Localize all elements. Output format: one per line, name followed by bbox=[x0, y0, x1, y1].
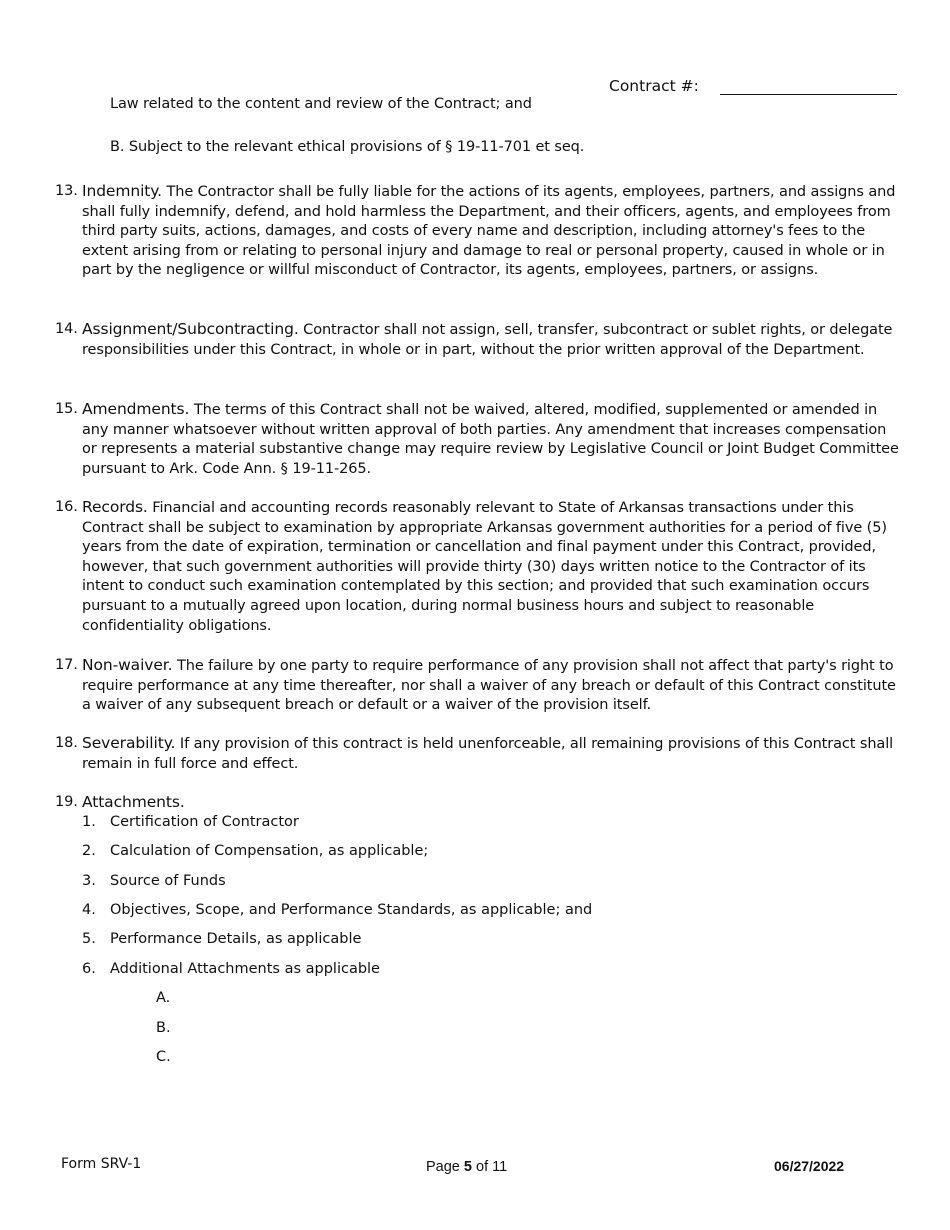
footer-date: 06/27/2022 bbox=[774, 1158, 845, 1174]
page-prefix: Page bbox=[426, 1159, 464, 1175]
additional-attachment-a: A. bbox=[156, 990, 171, 1006]
section-title: Records. bbox=[82, 498, 148, 516]
section-paragraph bbox=[82, 182, 905, 281]
section-paragraph bbox=[82, 400, 905, 479]
section-text: The terms of this Contract shall not be waived, altered, modified, supplemented or amended in any manner whatsoever without written approval of both parties. Any amendment that increases compensation or represents a material substantive change may require review by Legislative Council or Joint Budget Committee pursuant to Ark. Code Ann. § 19-11-265. bbox=[82, 402, 899, 477]
list-item-number: 6. bbox=[82, 961, 96, 977]
list-item bbox=[82, 842, 428, 862]
list-item bbox=[82, 960, 380, 980]
list-item bbox=[82, 872, 226, 892]
section-text: Financial and accounting records reasonably relevant to State of Arkansas transactions under this Contract shall be subject to examination by appropriate Arkansas government authorities for a period of five (5) years from the date of expiration, termination or cancellation and final payment under this Contract, provided, however, that such government authorities will provide thirty (30) days written notice to the Contractor of its intent to conduct such examination contemplated by this section; and provided that such examination occurs pursuant to a mutually agreed upon location, during normal business hours and subject to reasonable confidentiality obligations. bbox=[82, 500, 887, 634]
section-paragraph bbox=[82, 320, 905, 360]
list-item-label: Additional Attachments as applicable bbox=[110, 961, 380, 977]
list-item-number: 4. bbox=[82, 902, 96, 918]
additional-attachment-b: B. bbox=[156, 1020, 171, 1036]
section-paragraph bbox=[82, 498, 905, 636]
section-number: 16. bbox=[55, 499, 78, 515]
section-attachments bbox=[55, 793, 905, 814]
list-item-label: Objectives, Scope, and Performance Standards, as applicable; and bbox=[110, 902, 593, 918]
section-text: Contractor shall not assign, sell, transfer, subcontract or sublet rights, or delegate responsibilities under this Contract, in whole or in part, without the prior written approval of the Department. bbox=[82, 322, 893, 358]
section-text: The Contractor shall be fully liable for the actions of its agents, employees, partners, and assigns and shall fully indemnify, defend, and hold harmless the Department, and their officers, agents, and employees from third party suits, actions, damages, and costs of every name and description, including attorney's fees to the extent arising from or relating to personal injury and damage to real or personal property, caused in whole or in part by the negligence or willful misconduct of Contractor, its agents, employees, partners, or assigns. bbox=[82, 184, 896, 279]
list-item-number: 3. bbox=[82, 873, 96, 889]
section-title: Non-waiver. bbox=[82, 656, 173, 674]
footer-page-number bbox=[426, 1159, 507, 1175]
page-suffix: of 11 bbox=[471, 1159, 508, 1175]
section-number: 15. bbox=[55, 401, 78, 417]
list-item bbox=[82, 813, 299, 833]
section-number: 14. bbox=[55, 321, 78, 337]
list-item bbox=[82, 930, 361, 950]
section-indemnity bbox=[55, 182, 905, 281]
section-number: 19. bbox=[55, 794, 78, 810]
section-title: Indemnity. bbox=[82, 182, 162, 200]
section-assignment bbox=[55, 320, 905, 360]
contract-number-blank-line bbox=[720, 94, 897, 95]
list-item-label: Performance Details, as applicable bbox=[110, 931, 362, 947]
list-item-number: 5. bbox=[82, 931, 96, 947]
additional-attachment-c: C. bbox=[156, 1049, 171, 1065]
section-number: 13. bbox=[55, 183, 78, 199]
contract-number-header bbox=[609, 77, 909, 99]
section-title: Attachments. bbox=[82, 793, 185, 811]
list-item-label: Certification of Contractor bbox=[110, 814, 299, 830]
section-title: Amendments. bbox=[82, 400, 190, 418]
list-item-label: Calculation of Compensation, as applicable; bbox=[110, 843, 429, 859]
section-text: If any provision of this contract is held unenforceable, all remaining provisions of this Contract shall remain in full force and effect. bbox=[82, 736, 894, 772]
list-item-number: 1. bbox=[82, 814, 96, 830]
section-records bbox=[55, 498, 905, 636]
list-item-label: Source of Funds bbox=[110, 873, 226, 889]
list-item bbox=[82, 901, 592, 921]
section-paragraph bbox=[82, 656, 905, 716]
section-non-waiver bbox=[55, 656, 905, 716]
section-paragraph bbox=[82, 793, 905, 814]
section-paragraph bbox=[82, 734, 905, 774]
section-amendments bbox=[55, 400, 905, 479]
section-number: 18. bbox=[55, 735, 78, 751]
list-item-number: 2. bbox=[82, 843, 96, 859]
contract-number-label: Contract #: bbox=[609, 77, 699, 95]
footer-form-id: Form SRV-1 bbox=[61, 1156, 142, 1172]
section-number: 17. bbox=[55, 657, 78, 673]
section-title: Severability. bbox=[82, 734, 176, 752]
continuation-item-b: B. Subject to the relevant ethical provisions of § 19-11-701 et seq. bbox=[110, 139, 585, 155]
section-title: Assignment/Subcontracting. bbox=[82, 320, 299, 338]
continuation-line: Law related to the content and review of the Contract; and bbox=[110, 96, 532, 112]
page-current: 5 bbox=[463, 1159, 472, 1175]
section-text: The failure by one party to require performance of any provision shall not affect that party's right to require performance at any time thereafter, nor shall a waiver of any breach or default of this Contract constitute a waiver of any subsequent breach or default or a waiver of the provision itself. bbox=[82, 658, 896, 714]
section-severability bbox=[55, 734, 905, 774]
